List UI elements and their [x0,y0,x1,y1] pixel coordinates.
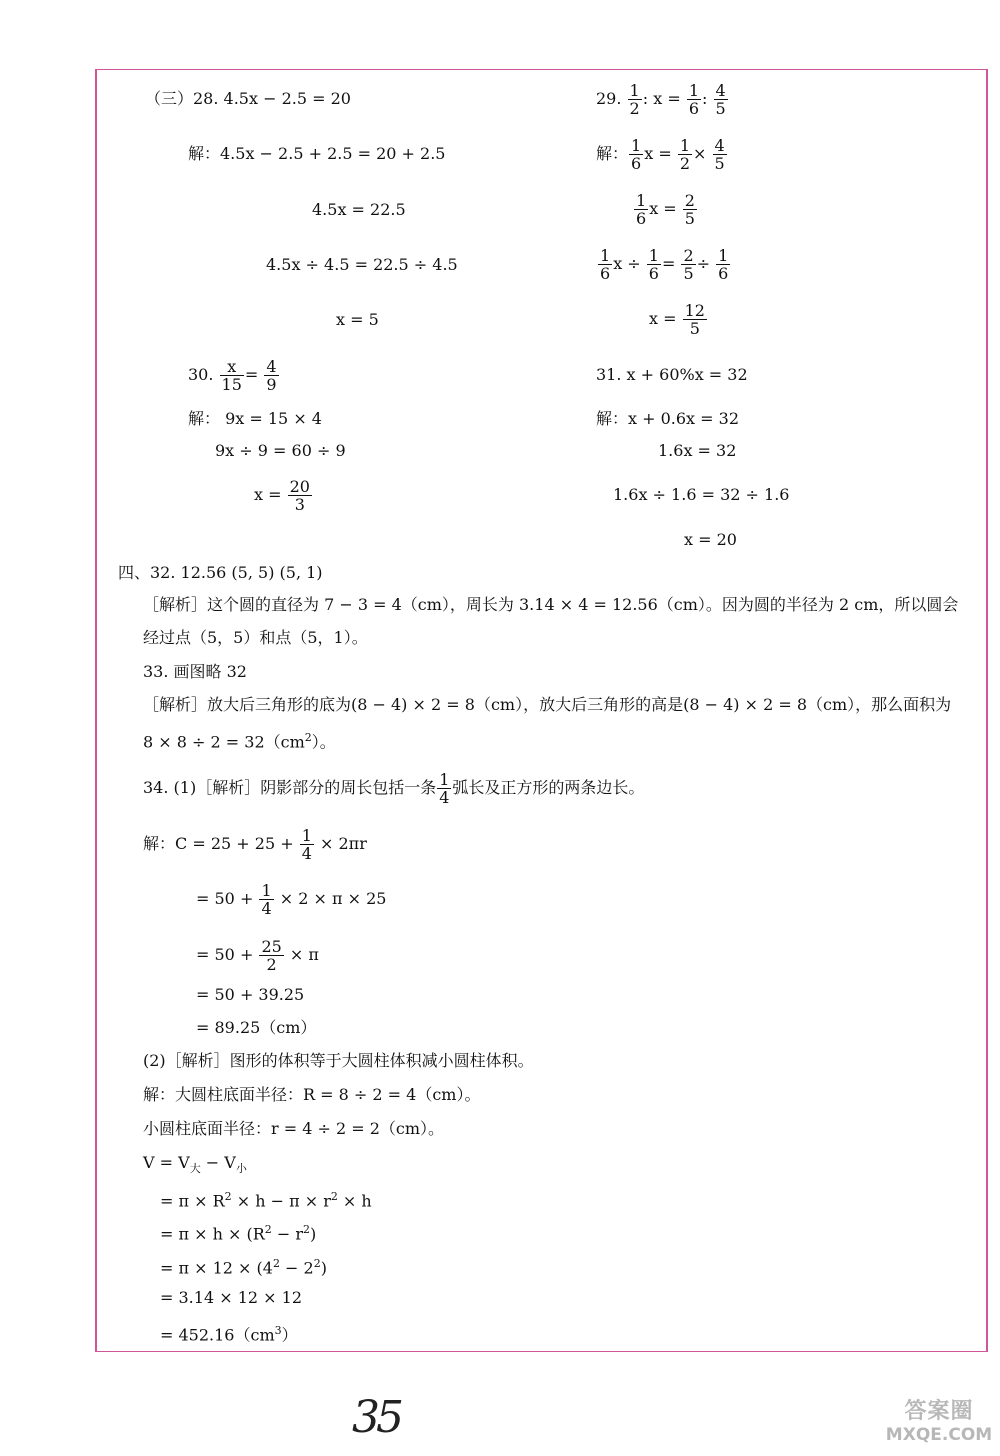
q30-step3: x = $\frac{20}{3}$ [254,477,310,514]
fraction: $\frac{1}{6}$ [600,246,611,283]
q34-calc2: = 50 + $\frac{1}{4}$ × 2 × π × 25 [196,881,387,918]
watermark-logo: 答案圈 MXQE.COM [885,1399,993,1445]
q32-analysis-line2: 经过点（5，5）和点（5，1）。 [143,628,368,647]
q29-step4: x = $\frac{12}{5}$ [649,301,705,338]
q29-step2: $\frac{1}{6}$ x = $\frac{2}{5}$ [636,191,695,228]
q29-step3: $\frac{1}{6}$ x ÷ $\frac{1}{6}$ = $\frac{2}{5}$ ÷ $\frac{1}{6}$ [600,246,729,283]
q32-analysis-line1: ［解析］这个圆的直径为 7 − 3 = 4（cm），周长为 3.14 × 4 = 12.56（cm）。因为圆的半径为 2 cm，所以圆会 [143,595,959,614]
q34-volume-formula: $V = V_大 - V_小$ [143,1153,247,1176]
q31-title: 31. x + 60%x = 32 [596,365,748,384]
q34-part2-analysis: (2)［解析］图形的体积等于大圆柱体积减小圆柱体积。 [143,1051,534,1070]
fraction: $\frac{12}{5}$ [684,301,705,338]
fraction: $\frac{x}{15}$ [221,357,242,394]
q30-step2: 9x ÷ 9 = 60 ÷ 9 [215,441,346,460]
fraction: $\frac{2}{5}$ [683,246,694,283]
q28-step1: 解：4.5x − 2.5 + 2.5 = 20 + 2.5 [188,144,446,163]
q30-title: 30. $\frac{x}{15}$ = $\frac{4}{9}$ [188,357,277,394]
q31-step2: 1.6x = 32 [658,441,737,460]
q28-title: （三）28. 4.5x − 2.5 = 20 [145,89,351,108]
q28-step2: 4.5x = 22.5 [312,200,406,219]
q33-analysis-line1: ［解析］放大后三角形的底为(8 − 4) × 2 = 8（cm），放大后三角形的高是(8 − 4) × 2 = 8（cm），那么面积为 [143,695,952,714]
q28-step3: 4.5x ÷ 4.5 = 22.5 ÷ 4.5 [266,255,458,274]
fraction: $\frac{1}{2}$ [629,81,640,118]
q34-volume-step4: = 3.14 × 12 × 12 [160,1288,302,1307]
fraction: $\frac{1}{6}$ [636,191,647,228]
q33-analysis-line2: $8 \times 8 \div 2 = 32(cm^2)$。 [143,731,336,752]
fraction: $\frac{1}{6}$ [718,246,729,283]
fraction: $\frac{1}{6}$ [688,81,700,118]
q31-step4: x = 20 [684,530,737,549]
q32-title: 四、32. 12.56 (5, 5) (5, 1) [118,563,323,582]
fraction: $\frac{1}{4}$ [261,881,272,918]
fraction: $\frac{25}{2}$ [261,937,282,974]
q34-volume-step1: = $\pi \times R^2 \times h - \pi \times r^2 \times h$ [160,1190,372,1211]
q34-volume-step3: = $\pi \times 12 \times (4^2 - 2^2)$ [160,1257,327,1278]
fraction: $\frac{1}{6}$ [648,246,659,283]
fraction: $\frac{4}{5}$ [715,81,726,118]
fraction: $\frac{1}{2}$ [679,136,690,173]
fraction: $\frac{1}{4}$ [301,826,312,863]
fraction: $\frac{4}{5}$ [714,136,725,173]
q34-calc3: = 50 + $\frac{25}{2}$ × π [196,937,319,974]
q34-radius-big: 解：大圆柱底面半径：R = 8 ÷ 2 = 4（cm）。 [143,1085,481,1104]
q33-title: 33. 画图略 32 [143,662,247,681]
fraction: $\frac{1}{6}$ [631,136,642,173]
q31-step1: 解：x + 0.6x = 32 [596,409,740,428]
q34-volume-step2: = $\pi \times h \times (R^2 - r^2)$ [160,1223,317,1244]
q29-step1: 解： $\frac{1}{6}$ x = $\frac{1}{2}$ × $\frac{4}{5}$ [596,136,725,173]
q28-step4: x = 5 [336,310,379,329]
q34-volume-result: = $452.16(cm^3)$ [160,1324,298,1345]
q34-calc5: = 89.25（cm） [196,1018,317,1037]
fraction: $\frac{20}{3}$ [289,477,310,514]
fraction: $\frac{2}{5}$ [684,191,695,228]
fraction: $\frac{1}{4}$ [439,770,450,807]
q31-step3: 1.6x ÷ 1.6 = 32 ÷ 1.6 [613,485,790,504]
q29-title: 29. $\frac{1}{2}$ : x = $\frac{1}{6}$ : $\frac{4}{5}$ [596,81,726,118]
q30-step1: 解： 9x = 15 × 4 [188,409,322,428]
fraction: $\frac{4}{9}$ [266,357,277,394]
q34-part1-analysis: 34. (1)［解析］阴影部分的周长包括一条 $\frac{1}{4}$ 弧长及正方形的两条边长。 [143,770,645,807]
q34-radius-small: 小圆柱底面半径：r = 4 ÷ 2 = 2（cm）。 [143,1119,445,1138]
page-number: 35 [352,1392,400,1443]
q34-calc1: 解：C = 25 + 25 + $\frac{1}{4}$ × 2πr [143,826,367,863]
q34-calc4: = 50 + 39.25 [196,985,305,1004]
